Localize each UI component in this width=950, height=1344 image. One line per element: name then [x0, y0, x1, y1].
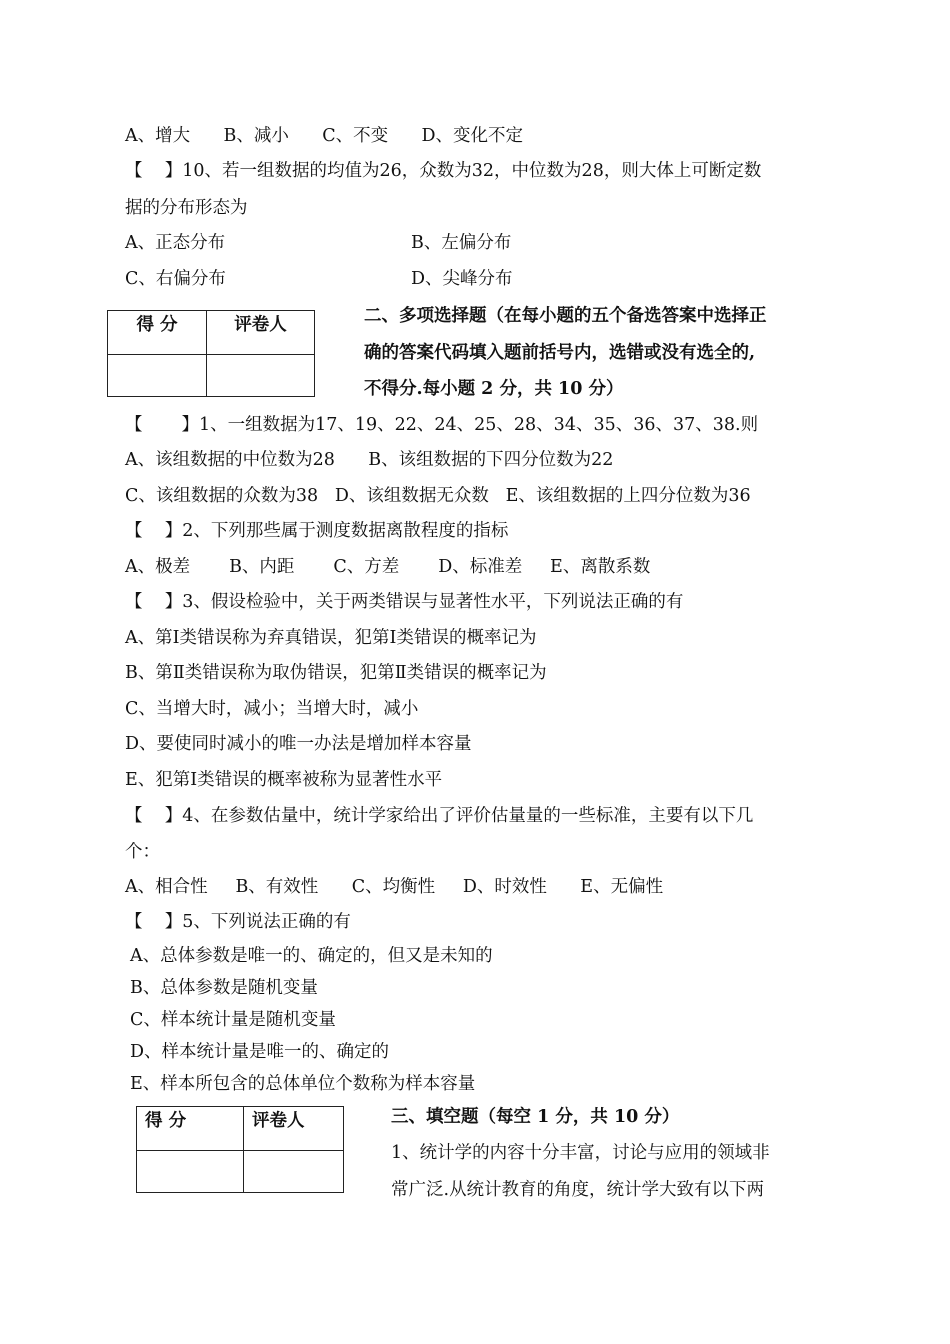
score-table-1 [107, 310, 315, 397]
section2-heading-line1: 二、多项选择题（在每小题的五个备选答案中选择正 [364, 306, 767, 326]
s2-q5-option-a: A、总体参数是唯一的、确定的，但又是未知的 [130, 946, 493, 966]
s2-q5-stem: 【 】5、下列说法正确的有 [125, 912, 351, 932]
q10-option-d: D、尖峰分布 [411, 269, 513, 289]
s3-q1-line1: 1、统计学的内容十分丰富，讨论与应用的领域非 [391, 1143, 770, 1163]
q10-stem-line1: 【 】10、若一组数据的均值为26，众数为32，中位数为28，则大体上可断定数 [125, 161, 762, 181]
s3-q1-line2: 常广泛.从统计教育的角度，统计学大致有以下两 [391, 1180, 765, 1200]
grader-cell[interactable] [207, 355, 315, 397]
s2-q1-options-ab: A、该组数据的中位数为28 B、该组数据的下四分位数为22 [125, 450, 614, 470]
score-header: 得 分 [108, 311, 207, 355]
q10-option-b: B、左偏分布 [411, 233, 512, 253]
s2-q4-options: A、相合性 B、有效性 C、均衡性 D、时效性 E、无偏性 [125, 877, 664, 897]
s2-q3-option-d: D、要使同时减小的唯一办法是增加样本容量 [125, 734, 472, 754]
grader-header: 评卷人 [207, 311, 315, 355]
s2-q3-option-c: C、当增大时，减小；当增大时，减小 [125, 699, 419, 719]
score-cell[interactable] [108, 355, 207, 397]
score-cell[interactable] [137, 1151, 244, 1193]
s2-q2-options: A、极差 B、内距 C、方差 D、标准差 E、离散系数 [125, 557, 651, 577]
s2-q2-stem: 【 】2、下列那些属于测度数据离散程度的指标 [125, 521, 509, 541]
section2-heading-line3: 不得分.每小题 2 分，共 10 分） [364, 379, 624, 399]
s2-q4-stem-line2: 个： [125, 842, 160, 862]
s2-q5-option-c: C、样本统计量是随机变量 [130, 1010, 336, 1030]
s2-q5-option-e: E、样本所包含的总体单位个数称为样本容量 [130, 1074, 476, 1094]
q10-option-a: A、正态分布 [125, 233, 226, 253]
section2-heading-line2: 确的答案代码填入题前括号内，选错或没有选全的, [364, 343, 756, 363]
q10-option-c: C、右偏分布 [125, 269, 226, 289]
q10-stem-line2: 据的分布形态为 [125, 198, 248, 218]
s2-q4-stem-line1: 【 】4、在参数估量中，统计学家给出了评价估量量的一些标准，主要有以下几 [125, 806, 754, 826]
section3-heading: 三、填空题（每空 1 分，共 10 分） [391, 1107, 680, 1127]
s2-q3-stem: 【 】3、假设检验中，关于两类错误与显著性水平，下列说法正确的有 [125, 592, 684, 612]
s2-q1-stem: 【 】1、一组数据为17、19、22、24、25、28、34、35、36、37、38.则 [125, 415, 759, 435]
score-header: 得 分 [137, 1107, 244, 1151]
grader-cell[interactable] [244, 1151, 344, 1193]
s2-q5-option-b: B、总体参数是随机变量 [130, 978, 318, 998]
q9-options: A、增大 B、减小 C、不变 D、变化不定 [125, 126, 524, 146]
s2-q5-option-d: D、样本统计量是唯一的、确定的 [130, 1042, 390, 1062]
s2-q1-options-cde: C、该组数据的众数为38 D、该组数据无众数 E、该组数据的上四分位数为36 [125, 486, 751, 506]
s2-q3-option-e: E、犯第Ⅰ类错误的概率被称为显著性水平 [125, 770, 443, 790]
s2-q3-option-b: B、第Ⅱ类错误称为取伪错误，犯第Ⅱ类错误的概率记为 [125, 663, 547, 683]
s2-q3-option-a: A、第Ⅰ类错误称为弃真错误，犯第Ⅰ类错误的概率记为 [125, 628, 537, 648]
grader-header: 评卷人 [244, 1107, 344, 1151]
score-table-2 [136, 1106, 344, 1193]
